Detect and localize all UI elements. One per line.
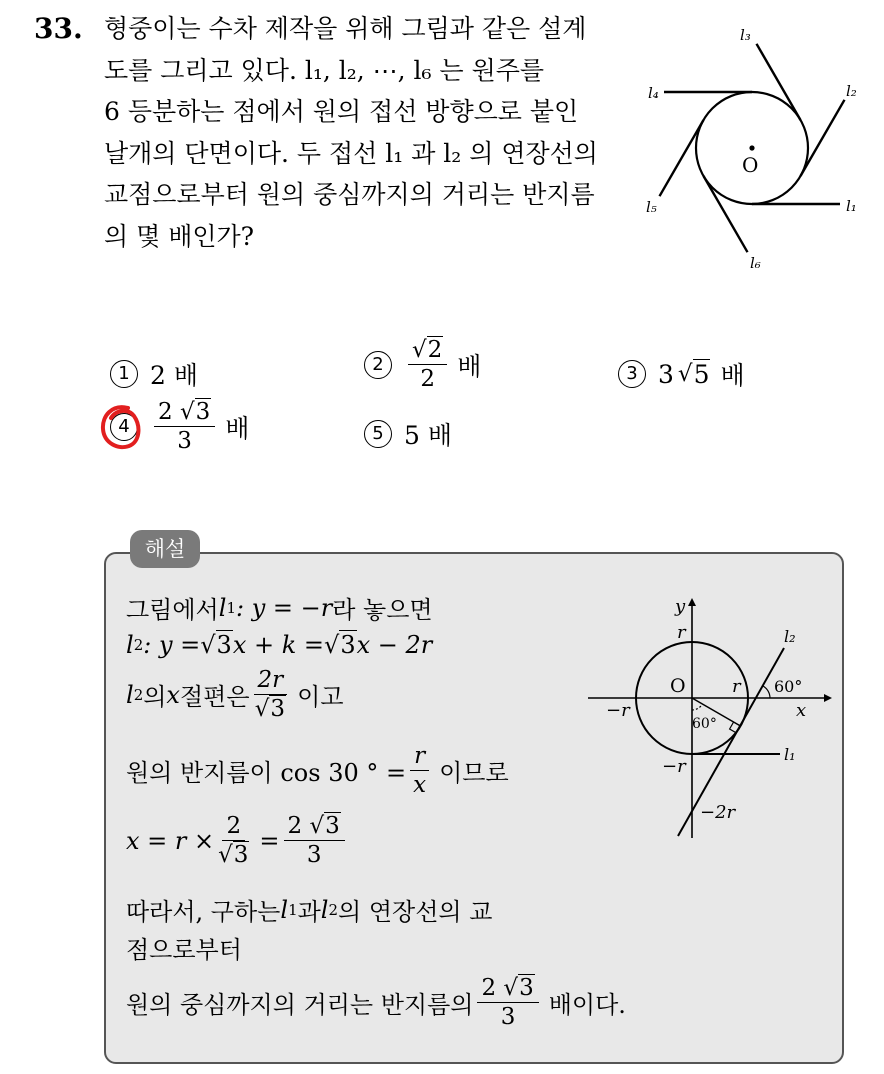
solution-line-6: 따라서, 구하는 l 1 과 l 2 의 연장선의 교 (126, 895, 493, 926)
choice-suffix: 배 (225, 413, 250, 443)
solution-line-2: l 2 : y = √ 3 x + k = √ 3 x − 2r (126, 630, 433, 659)
choice-suffix: 배 (457, 351, 482, 381)
blade-l6 (704, 176, 748, 252)
question-line: 형중이는 수차 제작을 위해 그림과 같은 설계 (104, 14, 587, 43)
x-axis-arrow-icon (824, 694, 832, 702)
choice-number: 1 (110, 360, 138, 388)
blade-l3-label: l₃ (740, 26, 751, 44)
answer-mark-icon (98, 402, 144, 454)
solution-tab: 해설 (130, 530, 200, 568)
question-number: 33. (34, 12, 83, 45)
radicand: 2 (427, 337, 443, 363)
angle-center-label: 60° (692, 716, 717, 732)
x-axis-label: x (796, 700, 807, 721)
neg-2r-label: −2r (700, 802, 736, 823)
solution-line-7: 점으로부터 (126, 936, 242, 964)
y-axis-label: y (675, 596, 686, 617)
choice-3[interactable]: 3 3 √ 5 배 (618, 356, 745, 392)
fraction: $\frac{2 √3}{3}$ (154, 400, 215, 453)
r-right-label: r (732, 676, 741, 697)
angle-line-label: 60° (774, 677, 803, 696)
choice-prefix: 3 (658, 359, 674, 389)
choice-text: 5 배 (404, 421, 453, 450)
choice-number: 5 (364, 420, 392, 448)
choice-1[interactable] (110, 356, 198, 392)
line-l1-label: l₁ (784, 745, 796, 764)
y-axis-arrow-icon (688, 598, 696, 606)
blade-l5-label: l₅ (646, 198, 657, 216)
question-line: 6 등분하는 점에서 원의 접선 방향으로 붙인 (104, 97, 579, 126)
wheel-center-dot (749, 145, 754, 150)
neg-r-bottom-label: −r (662, 756, 686, 777)
solution-line-3: l 2 의 x 절편은 $\frac{2r}{√3}$ 이고 (126, 667, 344, 723)
fraction: $\frac{r}{x}$ (410, 744, 429, 797)
solution-line-8: 원의 중심까지의 거리는 반지름의 $\frac{2 √3}{3}$ 배이다. (126, 975, 626, 1031)
line-l2-label: l₂ (784, 627, 796, 646)
question-line: 의 몇 배인가? (104, 221, 255, 251)
choice-number: 2 (364, 351, 392, 379)
neg-r-left-label: −r (606, 700, 630, 721)
fraction: $\frac{2 √3}{3}$ (284, 814, 345, 867)
blade-l4-label: l₄ (648, 84, 659, 102)
choice-2[interactable] (364, 338, 481, 391)
blade-l2-label: l₂ (846, 82, 857, 100)
fraction: $\frac{2}{√3}$ (218, 813, 249, 869)
denominator: 3 (177, 428, 192, 455)
radicand: 5 (693, 360, 710, 389)
solution-line-4: 원의 반지름이 cos 30 ° = $\frac{r}{x}$ 이므로 (126, 743, 509, 799)
coordinate-diagram (584, 592, 836, 844)
fraction: $\frac{√2}{2}$ (408, 338, 447, 391)
blade-l3 (757, 44, 801, 120)
choice-suffix: 배 (720, 361, 745, 390)
fraction: $\frac{2r}{√3}$ (254, 668, 288, 721)
solution-line-5: x = r × $\frac{2}{√3}$ = $\frac{2 √3}{3}$ (126, 814, 355, 867)
solution-line-1: 그림에서 l 1 : y = −r 라 놓으면 (126, 593, 433, 624)
waterwheel-figure (632, 20, 872, 282)
choice-5[interactable] (364, 416, 452, 452)
question-line: 도를 그리고 있다. l₁, l₂, ⋯, l₆ 는 원주를 (104, 55, 545, 85)
choice-text: 2 배 (150, 361, 199, 390)
wheel-center-label: O (742, 153, 759, 177)
origin-label: O (670, 675, 686, 697)
denominator: 2 (420, 366, 435, 393)
blade-l1-label: l₁ (846, 197, 857, 215)
angle-arc-line (763, 686, 770, 698)
choice-number: 4 (110, 413, 138, 441)
question-line: 날개의 단면이다. 두 접선 l₁ 과 l₂ 의 연장선의 (104, 138, 598, 168)
blade-l6-label: l₆ (750, 254, 761, 272)
angle-arc-center (692, 704, 702, 710)
question-line: 교점으로부터 원의 중심까지의 거리는 반지름 (104, 180, 595, 209)
r-top-label: r (677, 622, 686, 643)
radicand: 3 (195, 399, 211, 425)
question-text (104, 8, 614, 257)
choice-number: 3 (618, 360, 646, 388)
fraction: $\frac{2 √3}{3}$ (477, 976, 538, 1029)
